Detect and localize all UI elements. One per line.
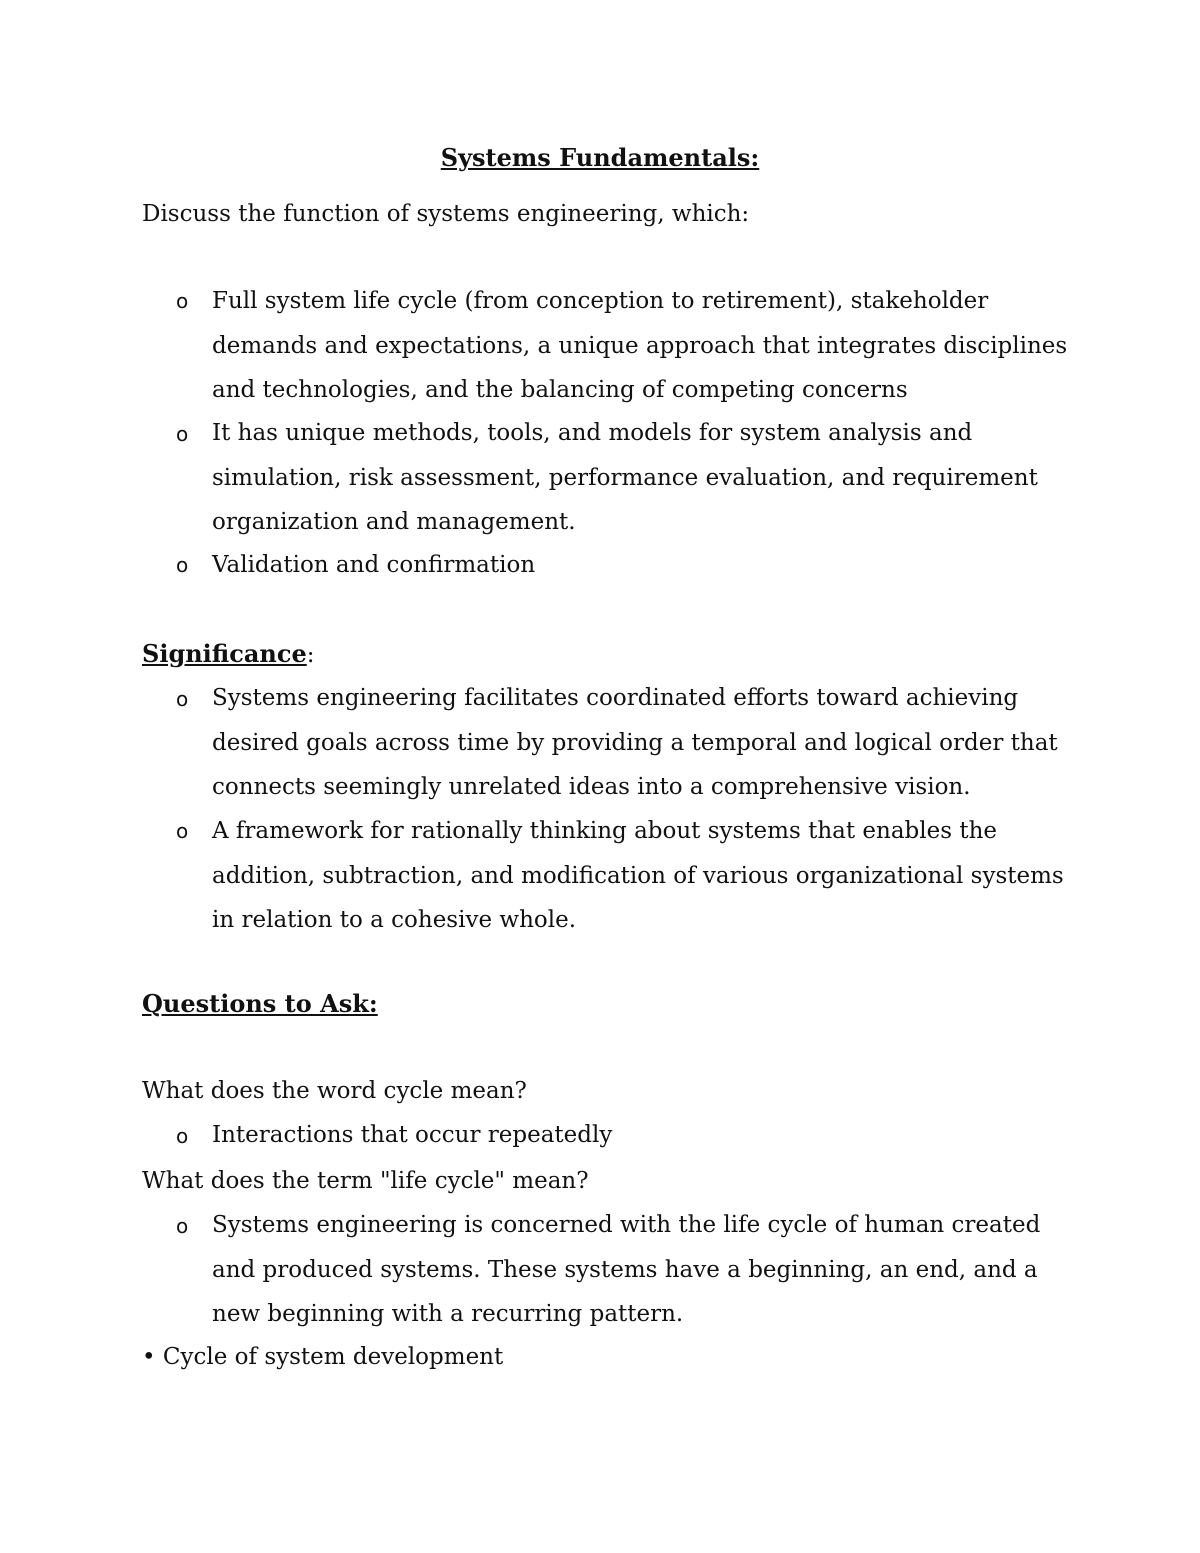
function-bullet-2: It has unique methods, tools, and models for system analysis and simulation, risk assessment, performance evaluation, and requirement organization and management.	[212, 420, 1038, 535]
bullet-marker: o	[176, 1124, 189, 1148]
function-bullet-3: Validation and confirmation	[212, 552, 536, 578]
significance-colon: :	[306, 642, 315, 668]
intro-text: Discuss the function of systems engineering, which:	[142, 201, 750, 227]
document-title: Systems Fundamentals:	[440, 143, 760, 172]
question-2-answer: Systems engineering is concerned with the life cycle of human created and produced systems. These systems have a beginning, an end, and a new beginning with a recurring pattern.	[212, 1212, 1041, 1327]
last-item-text: Cycle of system development	[162, 1344, 504, 1370]
last-item-line	[142, 1339, 503, 1375]
bullet-marker: o	[176, 289, 189, 313]
bullet-marker: o	[176, 422, 189, 446]
bullet-marker: o	[176, 819, 189, 843]
dot-bullet: •	[142, 1344, 156, 1370]
bullet-marker: o	[176, 553, 189, 577]
bullet-marker: o	[176, 687, 189, 711]
significance-bullet-1: Systems engineering facilitates coordinated efforts toward achieving desired goals across time by providing a temporal and logical order that connects seemingly unrelated ideas into a comprehensive vision.	[212, 685, 1058, 800]
significance-heading: Significance	[142, 639, 307, 668]
question-1: What does the word cycle mean?	[142, 1078, 527, 1104]
significance-bullet-2: A framework for rationally thinking about systems that enables the addition, subtraction, and modification of various organizational systems in relation to a cohesive whole.	[212, 818, 1064, 933]
question-2: What does the term "life cycle" mean?	[142, 1168, 589, 1194]
questions-heading: Questions to Ask:	[142, 989, 378, 1018]
function-bullet-1: Full system life cycle (from conception to retirement), stakeholder demands and expectations, a unique approach that integrates disciplines and technologies, and the balancing of competing concerns	[212, 288, 1068, 403]
question-1-answer: Interactions that occur repeatedly	[212, 1122, 613, 1148]
bullet-marker: o	[176, 1214, 189, 1238]
significance-heading-line	[142, 636, 315, 673]
